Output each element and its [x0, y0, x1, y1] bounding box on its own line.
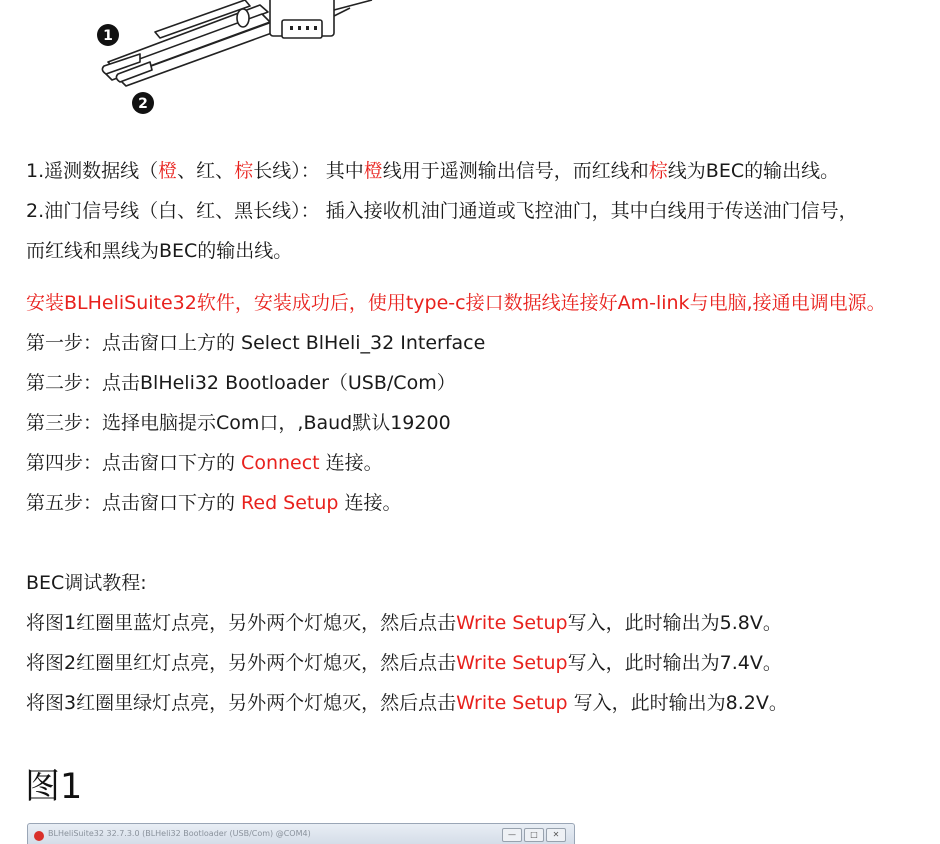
wire-desc-throttle-cont: 而红线和黑线为BEC的输出线。 — [26, 240, 293, 262]
blheli-window-titlebar — [27, 823, 575, 844]
window-title: BLHeliSuite32 32.7.3.0 (BLHeli32 Bootloader (USB/Com) @COM4) — [48, 829, 311, 838]
install-note: 安装BLHeliSuite32软件，安装成功后，使用type-c接口数据线连接好Am-link与电脑,接通电调电源。 — [26, 292, 886, 314]
red-setup-keyword: Red Setup — [241, 492, 339, 514]
step-4: 第四步：点击窗口下方的 Connect 连接。 — [26, 452, 383, 474]
esc-wiring-diagram — [0, 0, 400, 125]
maximize-button[interactable]: □ — [524, 828, 544, 842]
connect-keyword: Connect — [241, 452, 320, 474]
minimize-button[interactable]: — — [502, 828, 522, 842]
wire-desc-telemetry: 1.遥测数据线（橙、红、棕长线）： 其中橙线用于遥测输出信号，而红线和棕线为BEC的输出线。 — [26, 160, 840, 182]
figure-1-heading: 图1 — [25, 767, 83, 807]
step-1: 第一步：点击窗口上方的 Select BlHeli_32 Interface — [26, 332, 486, 354]
bec-step-1: 将图1红圈里蓝灯点亮，另外两个灯熄灭，然后点击Write Setup写入，此时输出为5.8V。 — [26, 612, 782, 634]
svg-text:1: 1 — [103, 28, 113, 44]
bec-step-2: 将图2红圈里红灯点亮，另外两个灯熄灭，然后点击Write Setup写入，此时输出为7.4V。 — [26, 652, 782, 674]
close-button[interactable]: ✕ — [546, 828, 566, 842]
app-icon — [34, 831, 44, 841]
step-2: 第二步：点击BlHeli32 Bootloader（USB/Com） — [26, 372, 456, 394]
wire-desc-throttle: 2.油门信号线（白、红、黑长线）： 插入接收机油门通道或飞控油门，其中白线用于传送油门信号， — [26, 200, 858, 222]
svg-text:2: 2 — [138, 96, 148, 112]
callout-2 — [132, 92, 154, 114]
bec-step-3: 将图3红圈里绿灯点亮，另外两个灯熄灭，然后点击Write Setup 写入，此时输出为8.2V。 — [26, 692, 788, 714]
step-3: 第三步：选择电脑提示Com口，,Baud默认19200 — [26, 412, 451, 434]
step-5: 第五步：点击窗口下方的 Red Setup 连接。 — [26, 492, 402, 514]
bec-title: BEC调试教程: — [26, 572, 147, 594]
callout-1 — [97, 24, 119, 46]
